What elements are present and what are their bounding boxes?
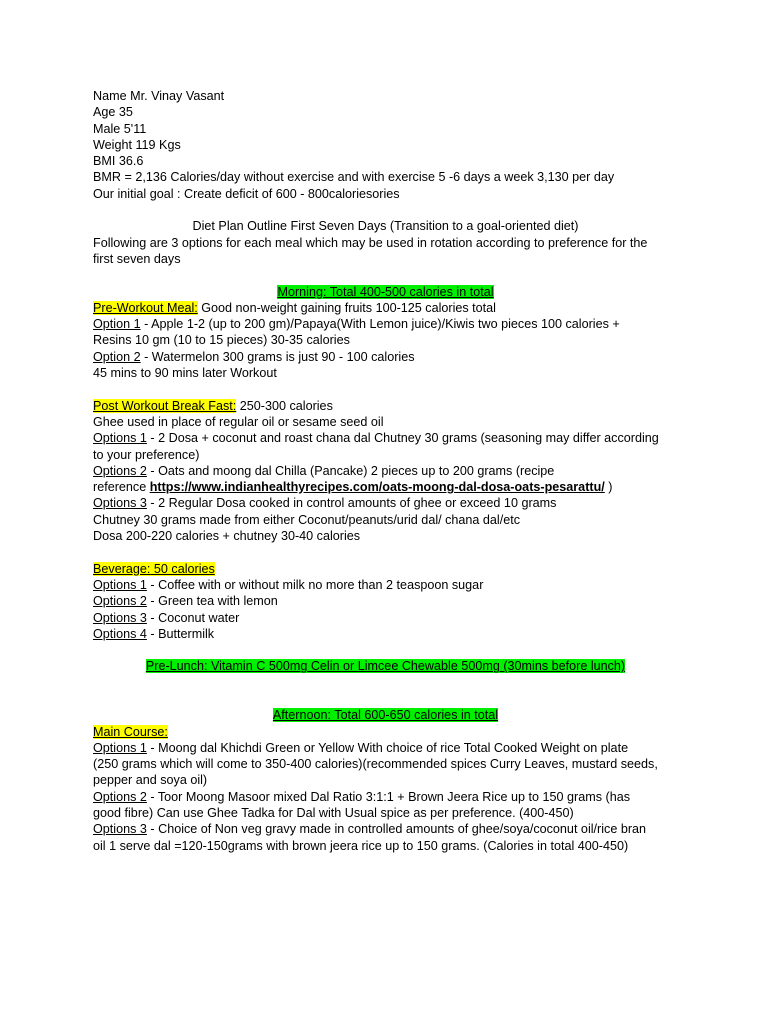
afternoon-option-3-text: - Choice of Non veg gravy made in controlled amounts of ghee/soya/coconut oil/rice bran bbox=[146, 822, 647, 837]
recipe-ref-prefix: reference bbox=[93, 480, 150, 495]
afternoon-option-1-cont-2: pepper and soya oil) bbox=[93, 773, 208, 788]
main-course-row bbox=[93, 724, 678, 740]
profile-weight: Weight 119 Kgs bbox=[93, 137, 181, 152]
beverage-option-2-label: Options 2 bbox=[93, 594, 147, 609]
main-course-label: Main Course: bbox=[93, 724, 168, 739]
morning-option-1 bbox=[93, 316, 678, 332]
chutney-note: Chutney 30 grams made from either Coconut/peanuts/urid dal/ chana dal/etc bbox=[93, 512, 521, 527]
morning-option-2-text: - Watermelon 300 grams is just 90 - 100 calories bbox=[140, 349, 415, 364]
morning-option-2 bbox=[93, 349, 678, 365]
dosa-note: Dosa 200-220 calories + chutney 30-40 calories bbox=[93, 529, 361, 544]
breakfast-option-1-label: Options 1 bbox=[93, 431, 147, 446]
beverage-option-1-label: Options 1 bbox=[93, 577, 147, 592]
beverage-option-4 bbox=[93, 626, 678, 642]
breakfast-option-1-text: - 2 Dosa + coconut and roast chana dal Chutney 30 grams (seasoning may differ according bbox=[146, 431, 659, 446]
beverage-heading: Beverage: 50 calories bbox=[93, 561, 215, 576]
breakfast-option-2 bbox=[93, 463, 678, 479]
profile-bmr: BMR = 2,136 Calories/day without exercise and with exercise 5 -6 days a week 3,130 per day bbox=[93, 170, 615, 185]
profile-name: Name Mr. Vinay Vasant bbox=[93, 89, 225, 103]
workout-note: 45 mins to 90 mins later Workout bbox=[93, 366, 277, 381]
afternoon-option-3-cont: oil 1 serve dal =120-150grams with brown jeera rice up to 150 grams. (Calories in total 400-450) bbox=[93, 838, 629, 853]
morning-heading: Morning: Total 400-500 calories in total bbox=[277, 284, 494, 299]
profile-goal: Our initial goal : Create deficit of 600 - 800caloriesories bbox=[93, 186, 400, 201]
afternoon-option-1-text: - Moong dal Khichdi Green or Yellow With choice of rice Total Cooked Weight on plate bbox=[146, 740, 629, 755]
beverage-option-3-label: Options 3 bbox=[93, 610, 147, 625]
morning-option-1-label: Option 1 bbox=[93, 317, 141, 332]
afternoon-heading-row bbox=[93, 707, 678, 723]
breakfast-label: Post Workout Break Fast: bbox=[93, 398, 237, 413]
beverage-option-3-text: - Coconut water bbox=[146, 610, 240, 625]
afternoon-option-2-cont: good fibre) Can use Ghee Tadka for Dal with Usual spice as per preference. (400-450) bbox=[93, 806, 574, 821]
beverage-option-1-text: - Coffee with or without milk no more than 2 teaspoon sugar bbox=[146, 577, 484, 592]
profile-age: Age 35 bbox=[93, 105, 133, 120]
prelunch-heading-row bbox=[93, 658, 678, 674]
morning-option-1-text: - Apple 1-2 (up to 200 gm)/Papaya(With Lemon juice)/Kiwis two pieces 100 calories + bbox=[140, 317, 620, 332]
breakfast-line bbox=[93, 398, 678, 414]
afternoon-heading: Afternoon: Total 600-650 calories in total bbox=[272, 708, 499, 723]
breakfast-option-1 bbox=[93, 430, 678, 446]
preworkout-text: Good non-weight gaining fruits 100-125 calories total bbox=[197, 300, 496, 315]
afternoon-option-2-label: Options 2 bbox=[93, 789, 147, 804]
breakfast-option-3-text: - 2 Regular Dosa cooked in control amounts of ghee or exceed 10 grams bbox=[146, 496, 557, 511]
afternoon-option-2 bbox=[93, 789, 678, 805]
beverage-option-2 bbox=[93, 593, 678, 609]
breakfast-option-1-cont: to your preference) bbox=[93, 447, 200, 462]
afternoon-option-2-text: - Toor Moong Masoor mixed Dal Ratio 3:1:1 + Brown Jeera Rice up to 150 grams (has bbox=[146, 789, 631, 804]
recipe-link[interactable]: https://www.indianhealthyrecipes.com/oats-moong-dal-dosa-oats-pesarattu/ bbox=[149, 480, 605, 495]
beverage-option-1 bbox=[93, 577, 678, 593]
morning-heading-row bbox=[93, 284, 678, 300]
breakfast-option-2-ref bbox=[93, 479, 678, 495]
beverage-option-3 bbox=[93, 610, 678, 626]
breakfast-option-2-label: Options 2 bbox=[93, 463, 147, 478]
morning-option-2-label: Option 2 bbox=[93, 349, 141, 364]
profile-sex-height: Male 5'11 bbox=[93, 121, 147, 136]
preworkout-label: Pre-Workout Meal: bbox=[93, 300, 198, 315]
ghee-note: Ghee used in place of regular oil or sesame seed oil bbox=[93, 414, 384, 429]
prelunch-heading: Pre-Lunch: Vitamin C 500mg Celin or Limcee Chewable 500mg (30mins before lunch) bbox=[145, 659, 626, 674]
afternoon-option-3-label: Options 3 bbox=[93, 822, 147, 837]
breakfast-option-3 bbox=[93, 495, 678, 511]
breakfast-option-3-label: Options 3 bbox=[93, 496, 147, 511]
afternoon-option-1-cont-1: (250 grams which will come to 350-400 calories)(recommended spices Curry Leaves, mustard seeds, bbox=[93, 757, 658, 772]
profile-section bbox=[93, 88, 678, 202]
profile-bmi: BMI 36.6 bbox=[93, 154, 144, 169]
preworkout-line bbox=[93, 300, 678, 316]
afternoon-option-1-label: Options 1 bbox=[93, 740, 147, 755]
afternoon-option-3 bbox=[93, 821, 678, 837]
beverage-option-4-label: Options 4 bbox=[93, 626, 147, 641]
beverage-option-2-text: - Green tea with lemon bbox=[146, 594, 278, 609]
document-body bbox=[93, 88, 678, 854]
recipe-ref-suffix: ) bbox=[604, 480, 613, 495]
breakfast-option-2-text: - Oats and moong dal Chilla (Pancake) 2 pieces up to 200 grams (recipe bbox=[146, 463, 555, 478]
beverage-heading-row bbox=[93, 561, 678, 577]
breakfast-calories: 250-300 calories bbox=[236, 398, 333, 413]
afternoon-option-1 bbox=[93, 740, 678, 756]
outline-intro-line-1: Following are 3 options for each meal which may be used in rotation according to preference for the bbox=[93, 235, 648, 250]
beverage-option-4-text: - Buttermilk bbox=[146, 626, 215, 641]
outline-title: Diet Plan Outline First Seven Days (Transition to a goal-oriented diet) bbox=[192, 219, 579, 234]
outline-intro-line-2: first seven days bbox=[93, 251, 181, 266]
morning-option-1-cont: Resins 10 gm (10 to 15 pieces) 30-35 calories bbox=[93, 333, 350, 348]
